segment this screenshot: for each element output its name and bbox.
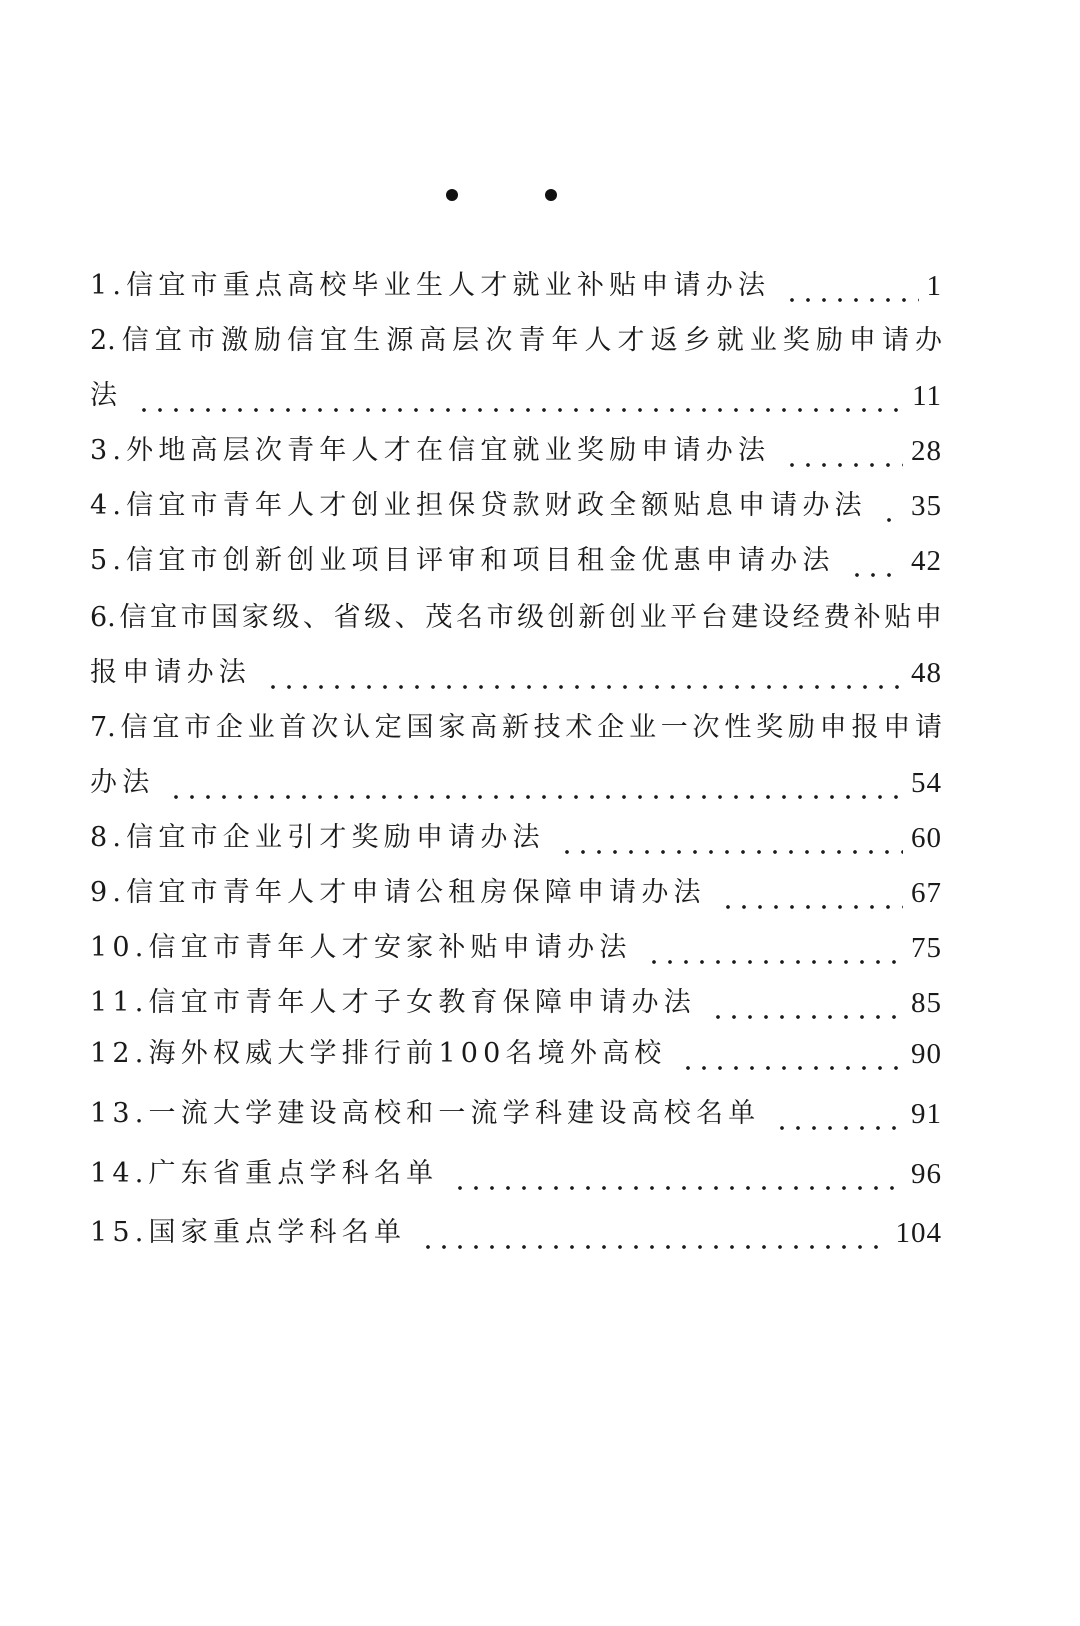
dot-leader	[710, 987, 903, 1027]
toc-page-number: 35	[911, 490, 942, 522]
toc-entry-title: 3.外地高层次青年人才在信宜就业奖励申请办法	[90, 435, 771, 466]
toc-entry-11[interactable]	[90, 987, 942, 1027]
toc-entry-title: 1.信宜市重点高校毕业生人才就业补贴申请办法	[90, 270, 771, 301]
toc-entry-title: 15.国家重点学科名单	[90, 1217, 407, 1248]
dot-leader	[420, 1217, 887, 1257]
toc-page-number: 54	[911, 767, 942, 799]
toc-entry-title: 13.一流大学建设高校和一流学科建设高校名单	[90, 1098, 761, 1129]
toc-page-number: 85	[911, 987, 942, 1019]
dot-leader	[559, 822, 903, 862]
toc-page-number: 48	[911, 657, 942, 689]
toc-entry-title-continued: 法	[90, 380, 123, 411]
dot-leader	[784, 435, 903, 475]
toc-entry-7-line-2[interactable]	[90, 767, 942, 807]
toc-entry-4[interactable]	[90, 490, 942, 530]
toc-entry-12[interactable]	[90, 1038, 942, 1078]
header-ornament	[0, 189, 1080, 205]
dot-leader	[774, 1098, 903, 1138]
toc-entry-title: 9.信宜市青年人才申请公租房保障申请办法	[90, 877, 706, 908]
toc-entry-title-continued: 报申请办法	[90, 657, 251, 688]
toc-page-number: 1	[926, 270, 942, 302]
toc-entry-10[interactable]	[90, 932, 942, 972]
toc-page-number: 96	[911, 1158, 942, 1190]
toc-entry-title: 7.信宜市企业首次认定国家高新技术企业一次性奖励申报申请	[90, 712, 942, 743]
dot-leader	[452, 1158, 903, 1198]
toc-entry-5[interactable]	[90, 545, 942, 585]
dot-leader	[720, 877, 903, 917]
dot-leader	[784, 270, 918, 310]
toc-page-number: 104	[895, 1217, 942, 1249]
toc-entry-15[interactable]	[90, 1217, 942, 1257]
dot-leader	[680, 1038, 903, 1078]
toc-entry-14[interactable]	[90, 1158, 942, 1198]
toc-entry-2-line-2[interactable]	[90, 380, 942, 420]
toc-entry-13[interactable]	[90, 1098, 942, 1138]
toc-page-number: 11	[912, 380, 942, 412]
toc-page-number: 42	[911, 545, 942, 577]
bullet-dot-icon	[545, 189, 557, 201]
toc-entry-title: 11.信宜市青年人才子女教育保障申请办法	[90, 987, 696, 1018]
toc-entry-2-line-1[interactable]	[90, 325, 942, 365]
toc-entry-7-line-1[interactable]	[90, 712, 942, 752]
toc-page-number: 75	[911, 932, 942, 964]
toc-entry-title: 6.信宜市国家级、省级、茂名市级创新创业平台建设经费补贴申	[90, 602, 942, 633]
toc-page-number: 91	[911, 1098, 942, 1130]
toc-entry-9[interactable]	[90, 877, 942, 917]
toc-page-number: 28	[911, 435, 942, 467]
toc-entry-title: 2.信宜市激励信宜生源高层次青年人才返乡就业奖励申请办	[90, 325, 942, 356]
toc-entry-title-continued: 办法	[90, 767, 155, 798]
toc-entry-title: 12.海外权威大学排行前100名境外高校	[90, 1038, 667, 1069]
toc-entry-title: 10.信宜市青年人才安家补贴申请办法	[90, 932, 632, 963]
toc-page-number: 67	[911, 877, 942, 909]
bullet-dot-icon	[446, 189, 458, 201]
dot-leader	[168, 767, 903, 807]
toc-entry-title: 14.广东省重点学科名单	[90, 1158, 439, 1189]
dot-leader	[881, 490, 903, 530]
toc-entry-1[interactable]	[90, 270, 942, 310]
toc-entry-title: 4.信宜市青年人才创业担保贷款财政全额贴息申请办法	[90, 490, 867, 521]
toc-page-number: 90	[911, 1038, 942, 1070]
toc-page-number: 60	[911, 822, 942, 854]
toc-entry-title: 5.信宜市创新创业项目评审和项目租金优惠申请办法	[90, 545, 835, 576]
toc-entry-3[interactable]	[90, 435, 942, 475]
toc-entry-6-line-1[interactable]	[90, 602, 942, 642]
dot-leader	[136, 380, 904, 420]
toc-entry-8[interactable]	[90, 822, 942, 862]
dot-leader	[646, 932, 903, 972]
dot-leader	[849, 545, 903, 585]
toc-entry-title: 8.信宜市企业引才奖励申请办法	[90, 822, 545, 853]
toc-entry-6-line-2[interactable]	[90, 657, 942, 697]
dot-leader	[265, 657, 903, 697]
